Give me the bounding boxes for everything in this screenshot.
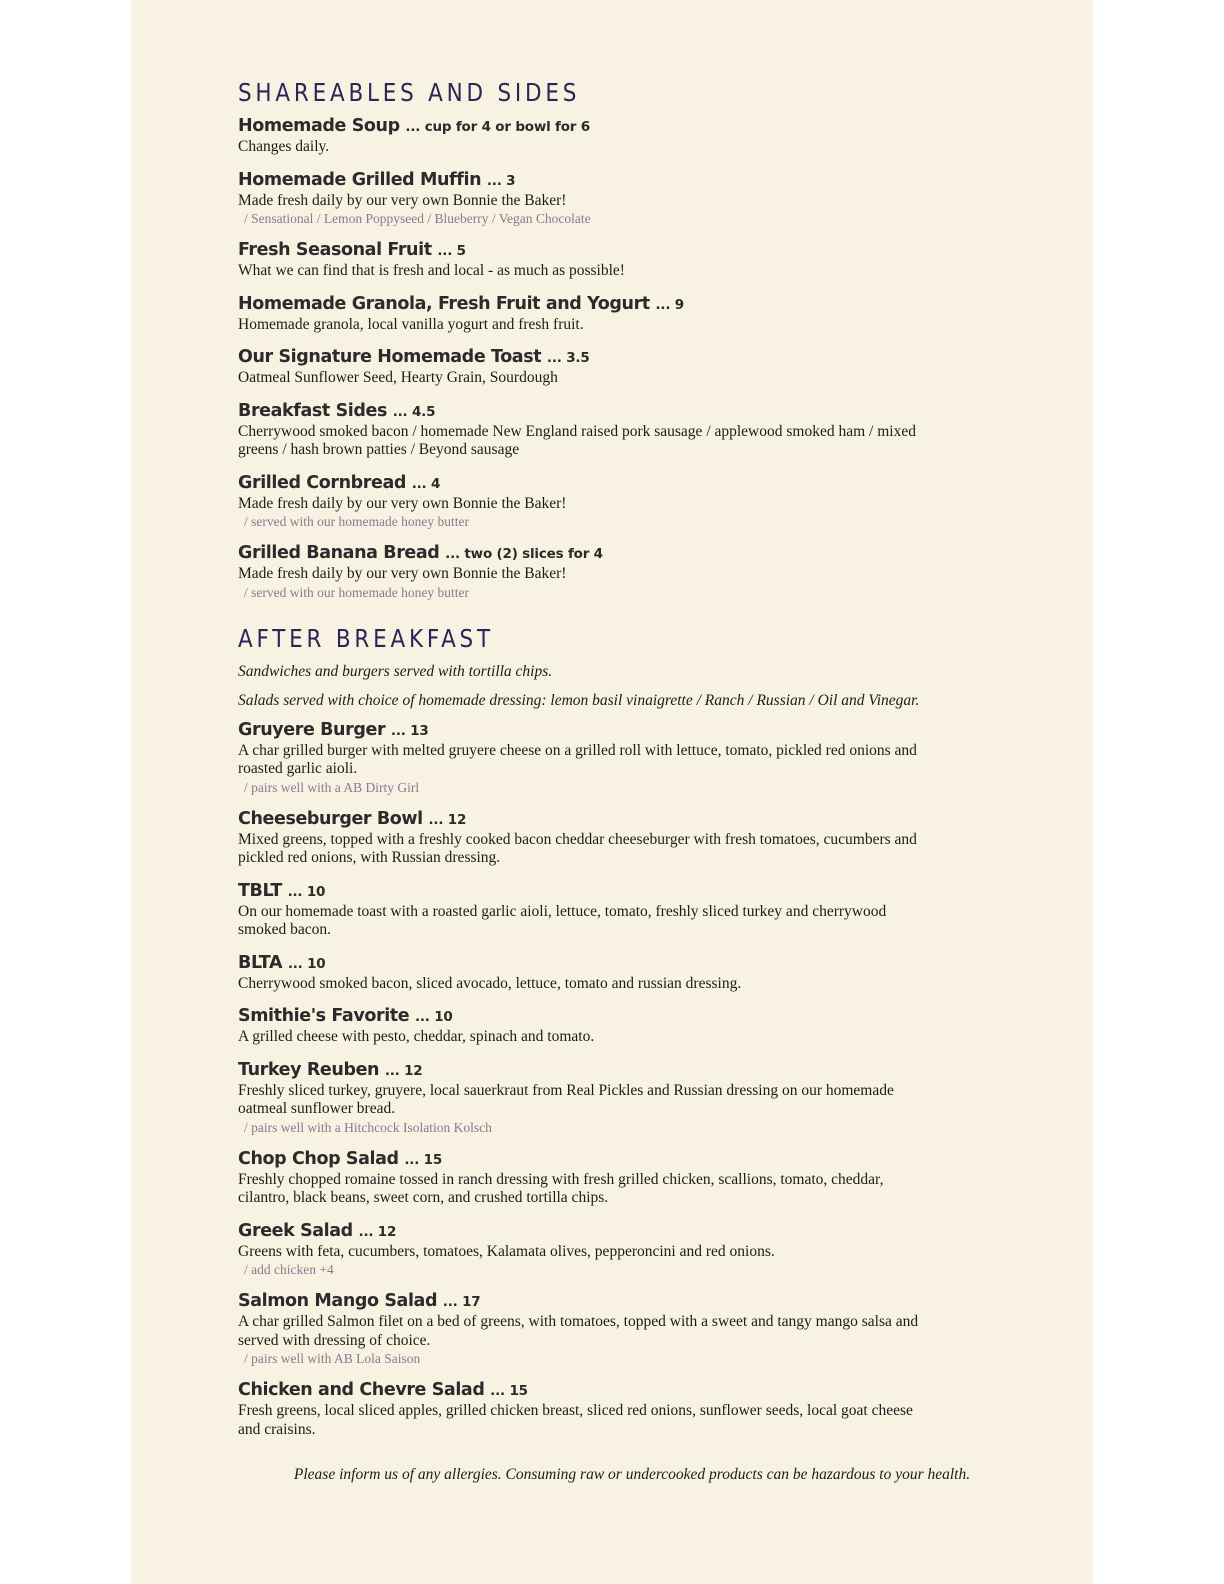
allergy-footer: Please inform us of any allergies. Consuming raw or undercooked products can be hazardous to your health.: [293, 1466, 971, 1483]
menu-item-price: ... 4: [411, 475, 441, 492]
menu-item-name: Homemade Soup: [238, 116, 400, 136]
menu-item-name: Grilled Banana Bread: [238, 543, 440, 563]
menu-item-name: Gruyere Burger: [238, 719, 386, 740]
menu-item-description: Greens with feta, cucumbers, tomatoes, Kalamata olives, pepperoncini and red onions.: [238, 1242, 775, 1260]
menu-item-description: A char grilled burger with melted gruyere cheese on a grilled roll with lettuce, tomato, pickled red onions and roasted garlic aioli.: [238, 741, 917, 777]
menu-item-heading: [238, 170, 938, 192]
menu-page: [131, 0, 1093, 1584]
menu-item-heading: [238, 294, 938, 316]
menu-item-price: ... 12: [384, 1062, 423, 1079]
menu-item-description: Homemade granola, local vanilla yogurt and fresh fruit.: [238, 315, 584, 333]
section-items-after-breakfast: [238, 720, 938, 1440]
menu-item: [238, 170, 938, 228]
menu-item-name: BLTA: [238, 952, 283, 973]
menu-item-heading: [238, 1380, 938, 1402]
menu-item-name: Grilled Cornbread: [238, 472, 406, 493]
menu-item-name: Our Signature Homemade Toast: [238, 347, 542, 367]
menu-item-name: Breakfast Sides: [238, 400, 387, 421]
menu-item-heading: [238, 1221, 938, 1243]
menu-item-price: ... 9: [655, 296, 684, 313]
menu-item-note: / pairs well with AB Lola Saison: [244, 1351, 421, 1366]
menu-item-heading: [238, 881, 938, 903]
menu-item-name: Homemade Granola, Fresh Fruit and Yogurt: [238, 293, 650, 314]
menu-item-description: A grilled cheese with pesto, cheddar, spinach and tomato.: [238, 1028, 595, 1045]
menu-item-heading: [238, 1006, 938, 1028]
menu-item-price: ... cup for 4 or bowl for 6: [405, 119, 590, 135]
menu-item: [238, 881, 938, 940]
menu-item-description: Oatmeal Sunflower Seed, Hearty Grain, Sourdough: [238, 369, 558, 386]
menu-item-description: Made fresh daily by our very own Bonnie the Baker!: [238, 565, 567, 582]
menu-item-price: ... 10: [287, 955, 326, 972]
menu-item-price: ... 5: [437, 243, 466, 259]
menu-item: [238, 473, 938, 531]
menu-item-name: TBLT: [238, 880, 282, 901]
menu-item-price: ... 13: [390, 722, 429, 739]
section-title-after-breakfast: AFTER BREAKFAST: [238, 623, 494, 653]
menu-item-description: Made fresh daily by our very own Bonnie the Baker!: [238, 191, 567, 209]
menu-item: [238, 809, 938, 868]
menu-item-price: ... 12: [358, 1223, 397, 1240]
menu-item-name: Greek Salad: [238, 1220, 353, 1241]
menu-item-note: / pairs well with a Hitchcock Isolation Kolsch: [244, 1119, 492, 1135]
menu-item: [238, 1380, 938, 1439]
menu-item-name: Cheeseburger Bowl: [238, 808, 423, 829]
menu-item-heading: [238, 240, 938, 262]
menu-item-price: ... 17: [442, 1294, 481, 1310]
menu-item-description: Cherrywood smoked bacon / homemade New England raised pork sausage / applewood smoked ham / mixed greens / hash brown patties / Beyond sausage: [238, 422, 916, 458]
menu-item-heading: [238, 809, 938, 831]
menu-item-price: ... 12: [428, 811, 467, 828]
menu-item: [238, 720, 938, 796]
menu-item-description: Fresh greens, local sliced apples, grilled chicken breast, sliced red onions, sunflower seeds, local goat cheese and craisins.: [238, 1402, 913, 1438]
menu-item-heading: [238, 543, 938, 565]
menu-item-description: A char grilled Salmon filet on a bed of greens, with tomatoes, topped with a sweet and tangy mango salsa and served with dressing of choice.: [238, 1313, 919, 1349]
menu-item-price: ... 15: [404, 1151, 443, 1168]
menu-item-heading: [238, 720, 938, 742]
menu-item-name: Chicken and Chevre Salad: [238, 1380, 485, 1400]
menu-item-note: / Sensational / Lemon Poppyseed / Blueberry / Vegan Chocolate: [244, 211, 591, 226]
menu-item-price: ... 3: [486, 172, 516, 189]
menu-item: [238, 1149, 938, 1208]
menu-item-heading: [238, 116, 938, 138]
menu-item-price: ... 15: [490, 1383, 528, 1399]
menu-item-price: ... 3.5: [546, 350, 590, 366]
menu-item-heading: [238, 1149, 938, 1171]
menu-item-description: Made fresh daily by our very own Bonnie the Baker!: [238, 494, 567, 512]
menu-item-price: ... two (2) slices for 4: [445, 546, 603, 562]
section-title-shareables: SHAREABLES AND SIDES: [238, 78, 581, 107]
menu-item: [238, 1060, 938, 1136]
section-intro-sandwiches: Sandwiches and burgers served with tortilla chips.: [238, 662, 553, 680]
menu-item-name: Salmon Mango Salad: [238, 1291, 438, 1311]
menu-item-name: Turkey Reuben: [238, 1059, 380, 1080]
menu-item-note: / served with our homemade honey butter: [244, 584, 469, 600]
menu-item-heading: [238, 473, 938, 495]
menu-item-price: ... 10: [414, 1009, 453, 1025]
menu-item: [238, 401, 938, 460]
menu-item-name: Homemade Grilled Muffin: [238, 169, 482, 190]
menu-item-description: Mixed greens, topped with a freshly cooked bacon cheddar cheeseburger with fresh tomatoes, cucumbers and pickled red onions, with Russian dressing.: [238, 830, 917, 866]
menu-item: [238, 294, 938, 335]
menu-item: [238, 240, 938, 281]
menu-item-note: / pairs well with a AB Dirty Girl: [244, 779, 420, 795]
menu-item-heading: [238, 953, 938, 975]
menu-item-price: ... 4.5: [392, 403, 436, 420]
menu-item: [238, 543, 938, 601]
menu-item-note: / served with our homemade honey butter: [244, 514, 469, 529]
menu-item: [238, 953, 938, 994]
menu-item-description: Cherrywood smoked bacon, sliced avocado, lettuce, tomato and russian dressing.: [238, 974, 742, 992]
menu-item-name: Chop Chop Salad: [238, 1148, 399, 1169]
menu-item-description: On our homemade toast with a roasted garlic aioli, lettuce, tomato, freshly sliced turkey and cherrywood smoked bacon.: [238, 902, 887, 938]
menu-item: [238, 116, 938, 157]
menu-content: [238, 0, 938, 1452]
menu-item-heading: [238, 347, 938, 369]
menu-item-price: ... 10: [287, 883, 326, 900]
menu-item-name: Smithie's Favorite: [238, 1006, 410, 1026]
menu-item-description: Freshly chopped romaine tossed in ranch dressing with fresh grilled chicken, scallions, tomato, cheddar, cilantro, black beans, sweet corn, and crushed tortilla chips.: [238, 1170, 884, 1206]
section-intro-salads: Salads served with choice of homemade dressing: lemon basil vinaigrette / Ranch / Russian / Oil and Vinegar.: [238, 691, 920, 709]
menu-item-description: What we can find that is fresh and local - as much as possible!: [238, 262, 625, 279]
menu-item-name: Fresh Seasonal Fruit: [238, 240, 432, 260]
menu-item-heading: [238, 1060, 938, 1082]
menu-item-note: / add chicken +4: [244, 1262, 334, 1277]
menu-item-heading: [238, 1291, 938, 1313]
menu-item-heading: [238, 401, 938, 423]
menu-item-description: Changes daily.: [238, 138, 330, 155]
menu-item-description: Freshly sliced turkey, gruyere, local sauerkraut from Real Pickles and Russian dressing on our homemade oatmeal sunflower bread.: [238, 1081, 894, 1117]
section-items-shareables: [238, 116, 938, 601]
menu-item: [238, 1291, 938, 1367]
menu-item: [238, 347, 938, 388]
menu-item: [238, 1221, 938, 1279]
menu-item: [238, 1006, 938, 1047]
